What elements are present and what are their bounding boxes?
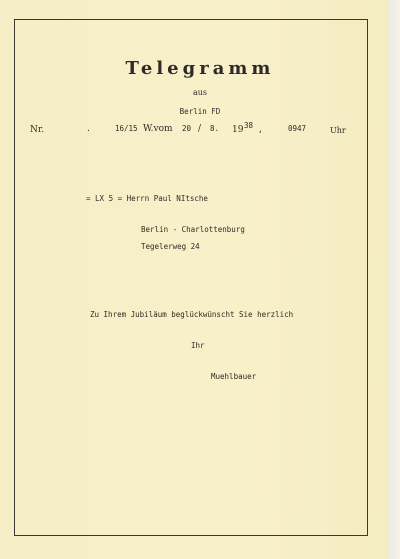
message-body: Zu Ihrem Jubiläum beglückwünscht Sie herzlich (90, 310, 294, 319)
date-year-prefix: 19 (232, 125, 244, 135)
date-year-suffix: 38 (244, 121, 254, 130)
recipient-street: Tegelerweg 24 (141, 242, 200, 251)
date-comma: , (258, 125, 263, 134)
telegram-number: 16/15 (115, 124, 138, 133)
origin-office: Berlin FD (179, 107, 221, 116)
uhr-label: Uhr (330, 126, 346, 135)
page-edge (388, 0, 400, 559)
aus-label: aus (192, 88, 208, 97)
recipient-city: Berlin - Charlottenburg (141, 225, 245, 234)
w-vom-label: W.vom (143, 124, 173, 134)
nr-dot: . (86, 124, 91, 133)
recipient-line: = LX 5 = Herrn Paul NItsche (86, 194, 208, 203)
time-value: 0947 (288, 124, 307, 133)
nr-label: Nr. (30, 125, 45, 135)
date-separator: / (198, 124, 202, 134)
date-day: 20 (182, 124, 192, 133)
document-title: Telegramm (125, 58, 275, 79)
message-closing: Ihr (191, 341, 205, 350)
date-month: 8. (210, 124, 220, 133)
sender-signature: Muehlbauer (211, 372, 257, 381)
